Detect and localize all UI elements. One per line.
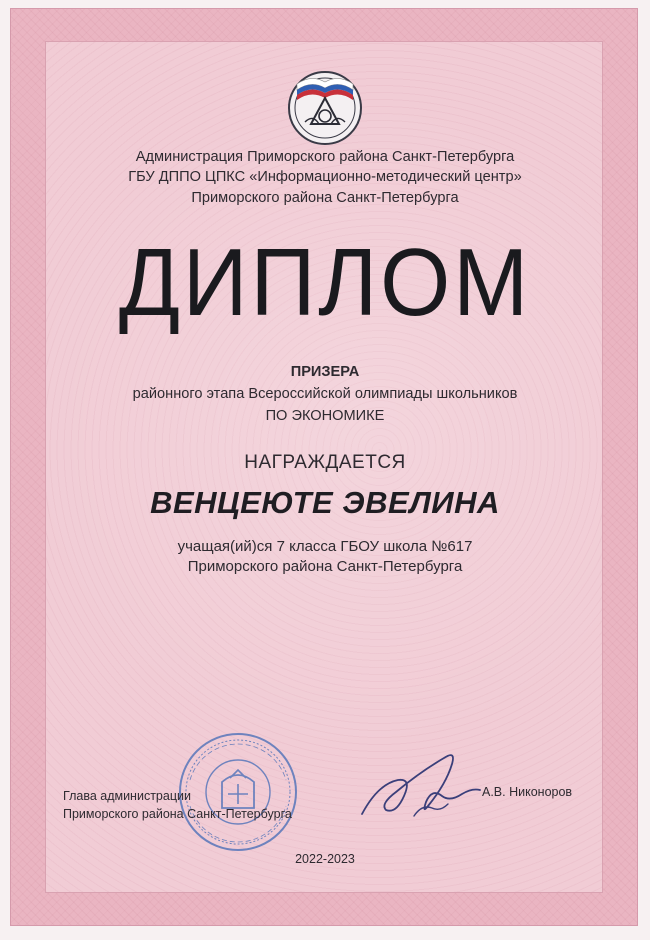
award-subject: ПО ЭКОНОМИКЕ bbox=[265, 408, 385, 424]
recipient-details-1: учащая(ий)ся 7 класса ГБОУ школа №617 bbox=[177, 538, 473, 555]
org-line-3: Приморского района Санкт-Петербурга bbox=[191, 190, 459, 206]
org-line-2: ГБУ ДППО ЦПКС «Информационно-методический центр» bbox=[128, 169, 522, 185]
recipient-name: ВЕНЦЕЮТЕ ЭВЕЛИНА bbox=[150, 485, 500, 520]
diploma-title: ДИПЛОМ bbox=[118, 229, 532, 336]
official-seal-icon bbox=[176, 730, 300, 854]
olympiad-emblem-icon bbox=[283, 64, 367, 148]
academic-year: 2022-2023 bbox=[295, 852, 355, 866]
recipient-details-2: Приморского района Санкт-Петербурга bbox=[187, 558, 463, 575]
award-status: ПРИЗЕРА bbox=[290, 364, 360, 380]
org-line-1: Администрация Приморского района Санкт-Петербурга bbox=[135, 149, 515, 165]
signer-position-2: Приморского района Санкт-Петербурга bbox=[63, 807, 292, 821]
signature-icon bbox=[356, 744, 486, 830]
signer-position-1: Глава администрации bbox=[63, 789, 191, 803]
signer-name: А.В. Никоноров bbox=[482, 785, 573, 799]
awarded-label: НАГРАЖДАЕТСЯ bbox=[244, 452, 406, 473]
award-stage: районного этапа Всероссийской олимпиады школьников bbox=[132, 386, 518, 402]
